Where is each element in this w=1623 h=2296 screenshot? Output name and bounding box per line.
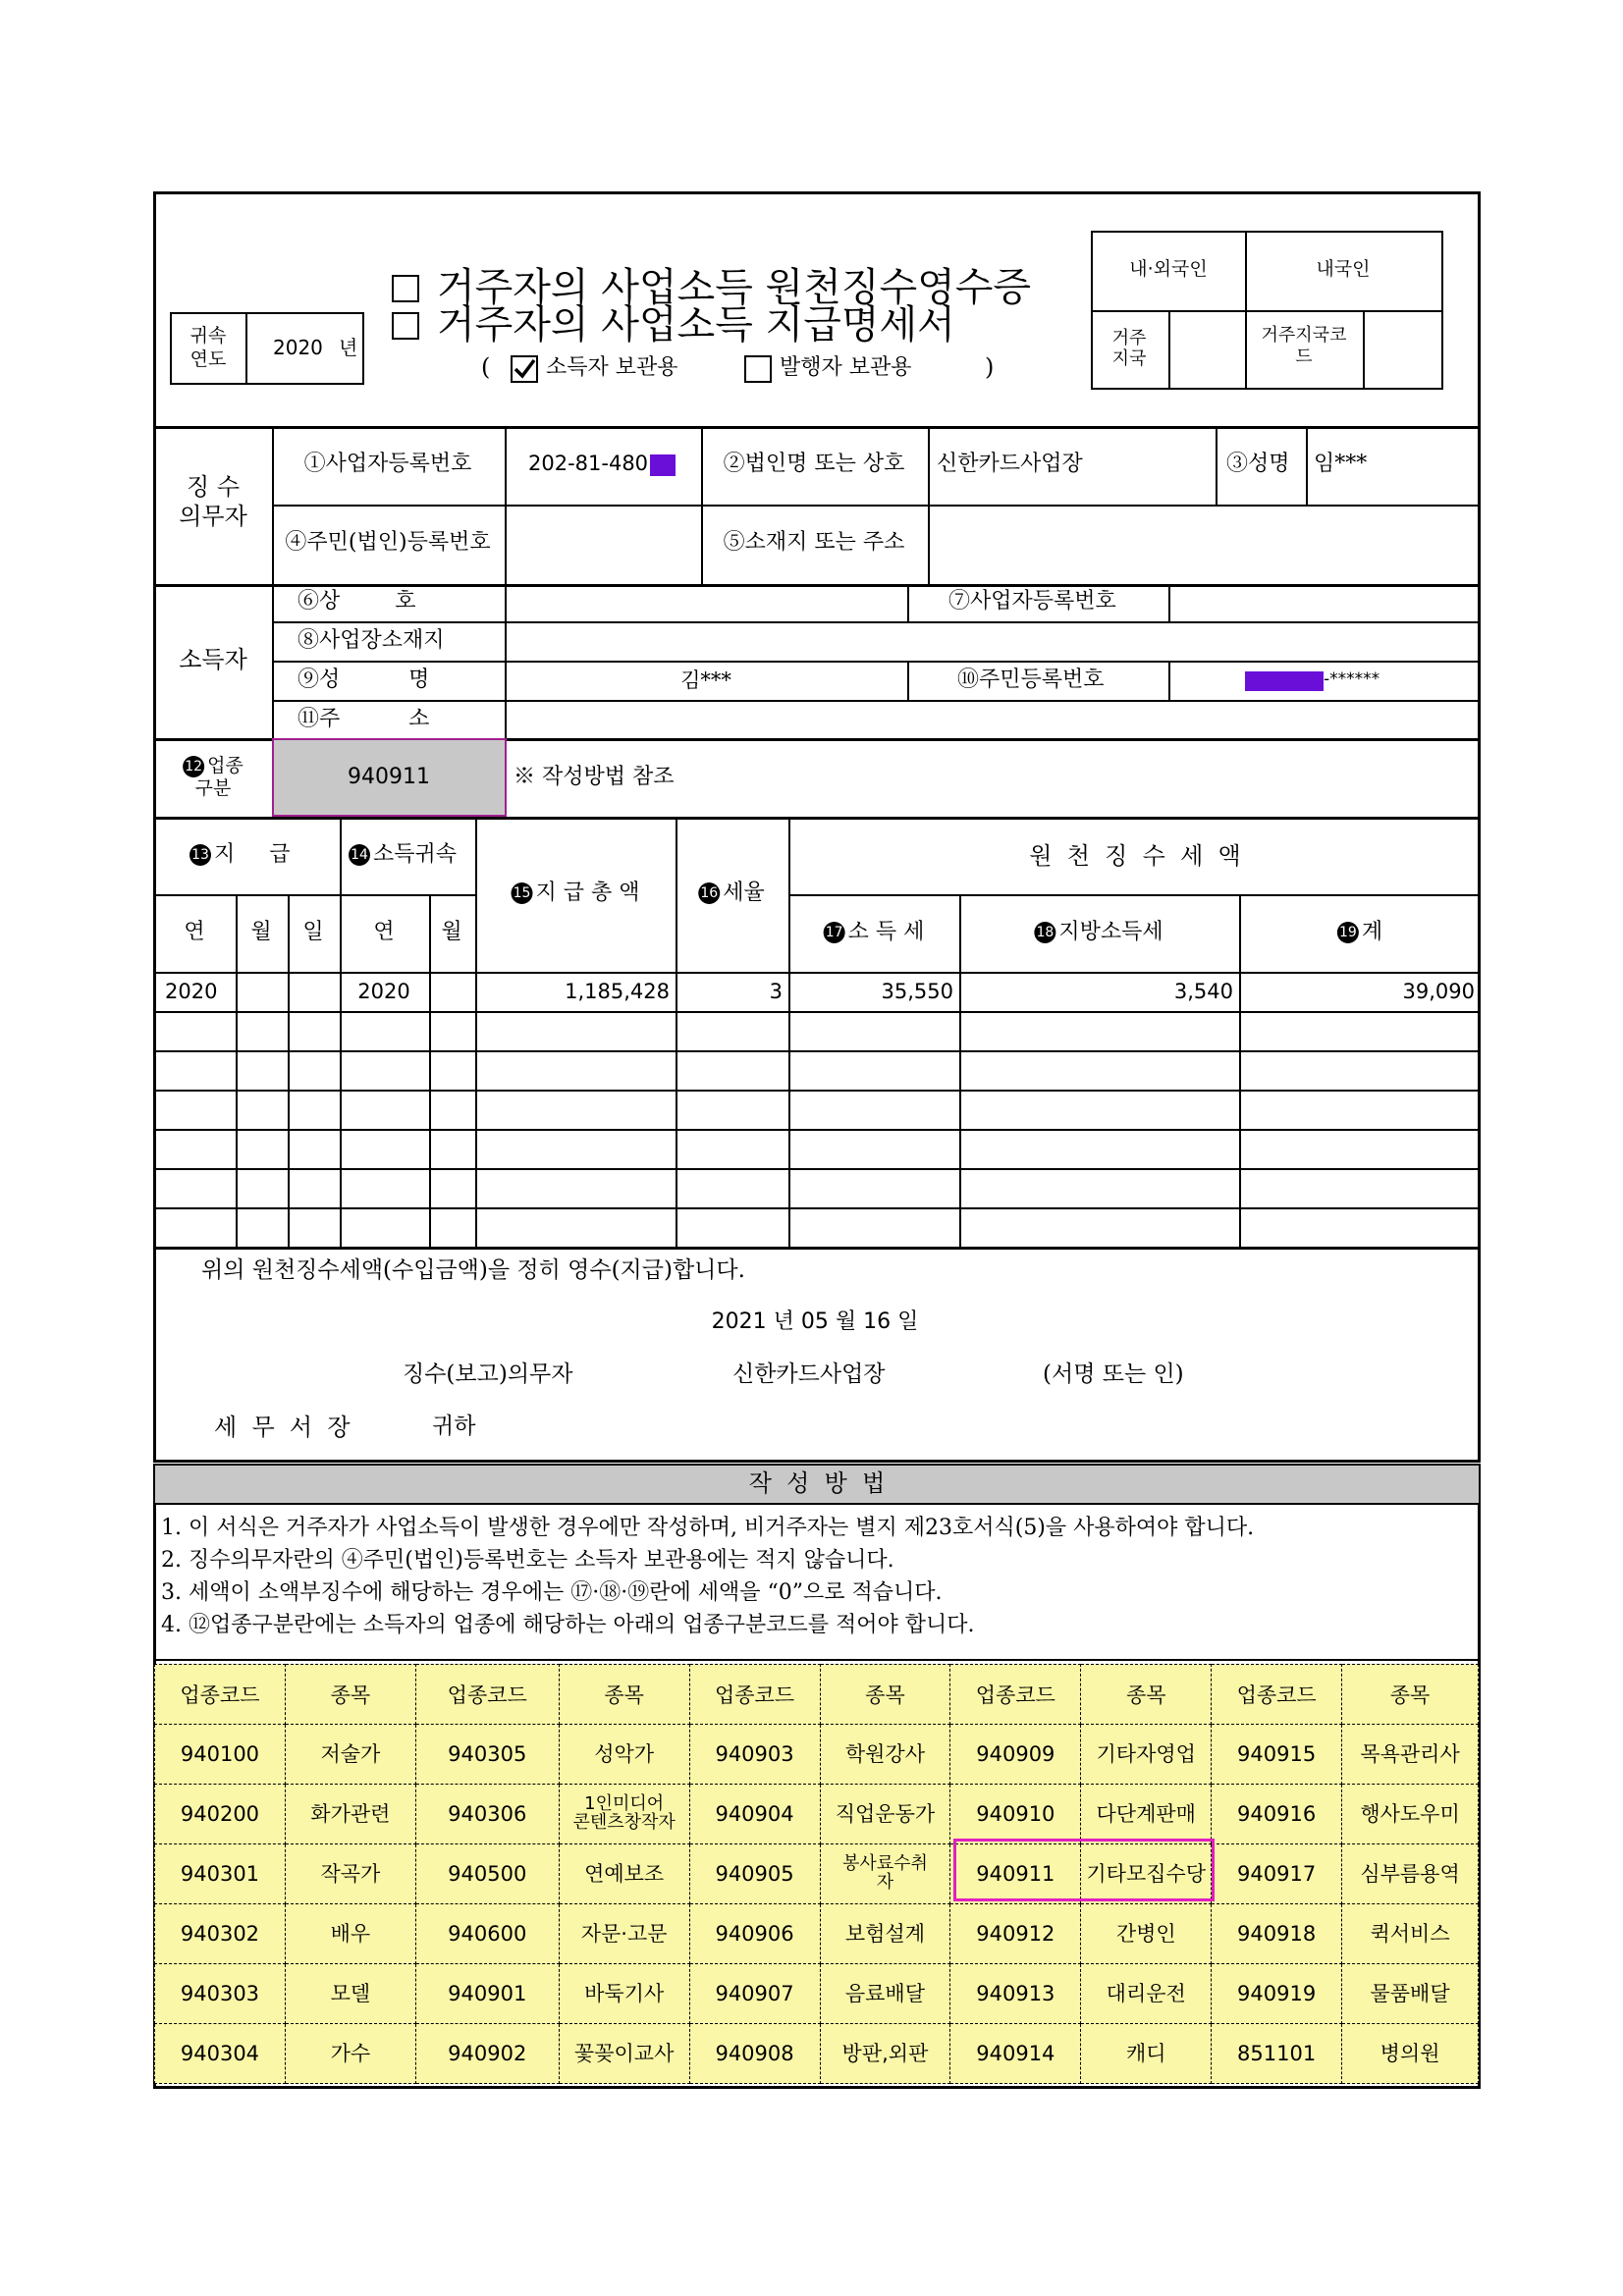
- row-sum: 39,090: [1402, 980, 1475, 1003]
- header-item: 종목: [285, 1665, 415, 1725]
- industry-item: 성악가: [559, 1725, 689, 1785]
- sub-day: 일: [302, 920, 324, 944]
- industry-item: 목욕관리사: [1342, 1725, 1479, 1785]
- code-table-row: [155, 1725, 1479, 1785]
- row-rate: 3: [769, 980, 783, 1003]
- header-code: 업종코드: [689, 1665, 820, 1725]
- code-table-row: [155, 1904, 1479, 1964]
- certification-agent-name: 신한카드사업장: [732, 1362, 886, 1387]
- industry-code: 940303: [155, 1964, 286, 2024]
- year-label-1: 귀속: [189, 325, 227, 347]
- earner-biz-place-label: ⑧사업장소재지: [298, 628, 445, 653]
- certification-statement: 위의 원천징수세액(수입금액)을 정히 영수(지급)합니다.: [201, 1257, 745, 1283]
- header-item: 종목: [1342, 1665, 1479, 1725]
- industry-item: 화가관련: [285, 1785, 415, 1844]
- industry-item: 기타자영업: [1081, 1725, 1212, 1785]
- industry-item: 바둑기사: [559, 1964, 689, 2024]
- code-table-header: [155, 1665, 1479, 1725]
- col-total: 15 지 급 총 액: [512, 882, 640, 904]
- row-year: 2020: [165, 980, 218, 1003]
- industry-code: 940915: [1212, 1725, 1342, 1785]
- header-item: 종목: [559, 1665, 689, 1725]
- circle-number: 16: [698, 882, 720, 904]
- industry-code: 940600: [415, 1904, 559, 1964]
- code-table-row: [155, 1844, 1479, 1904]
- circle-number: 14: [349, 844, 370, 866]
- header-item: 종목: [1081, 1665, 1212, 1725]
- earner-trade-name-label: ⑥상 호: [298, 589, 416, 614]
- row-total: 1,185,428: [565, 980, 670, 1003]
- industry-label-1: 12 업종: [183, 756, 243, 777]
- sub-month2: 월: [441, 920, 462, 944]
- honorific: 귀하: [432, 1414, 476, 1439]
- residence-code-label-1: 거주지국코: [1261, 325, 1347, 346]
- industry-code: 940910: [950, 1785, 1081, 1844]
- industry-item: 심부름용역: [1342, 1844, 1479, 1904]
- instruction-4: 4. ⑫업종구분란에는 소득자의 업종에 해당하는 아래의 업종구분코드를 적어야 합니다.: [161, 1613, 975, 1637]
- header-code: 업종코드: [415, 1665, 559, 1725]
- industry-item: 1인미디어 콘텐츠창작자: [559, 1785, 689, 1844]
- industry-item: 작곡가: [285, 1844, 415, 1904]
- certification-sign-label: (서명 또는 인): [1043, 1362, 1184, 1387]
- industry-code: 940500: [415, 1844, 559, 1904]
- industry-code: 940908: [689, 2024, 820, 2084]
- col-local-tax: 18 지방소득세: [1034, 922, 1163, 943]
- nationality-label: 내·외국인: [1129, 258, 1208, 280]
- payer-corp-name-label: ②법인명 또는 상호: [723, 452, 905, 476]
- industry-item: 연예보조: [559, 1844, 689, 1904]
- industry-item: 가수: [285, 2024, 415, 2084]
- industry-code: 940914: [950, 2024, 1081, 2084]
- payer-address-label: ⑤소재지 또는 주소: [723, 530, 905, 555]
- industry-item: 다단계판매: [1081, 1785, 1212, 1844]
- issuer-copy-label: 발행자 보관용: [780, 355, 912, 380]
- circle-number: 18: [1034, 922, 1055, 943]
- circle-number: 13: [189, 844, 211, 866]
- residence-label-1: 거주: [1111, 328, 1147, 348]
- industry-item: 물품배달: [1342, 1964, 1479, 2024]
- code-table-row: [155, 1964, 1479, 2024]
- industry-item: 행사도우미: [1342, 1785, 1479, 1844]
- certification-agent-label: 징수(보고)의무자: [403, 1362, 573, 1387]
- col-income-tax: 17 소 득 세: [824, 922, 925, 943]
- title1-checkbox[interactable]: [392, 275, 419, 302]
- earner-name-value: 김***: [680, 668, 731, 692]
- industry-code: 940907: [689, 1964, 820, 2024]
- industry-code: 940306: [415, 1785, 559, 1844]
- industry-item: 방판,외판: [820, 2024, 950, 2084]
- industry-label-2: 구분: [194, 777, 232, 799]
- industry-code: 940903: [689, 1725, 820, 1785]
- recipient-copy-checkbox[interactable]: [511, 355, 538, 383]
- sub-year: 연: [184, 920, 205, 944]
- payer-corp-name-value: 신한카드사업장: [937, 452, 1083, 476]
- industry-code: 851101: [1212, 2024, 1342, 2084]
- payer-section-label-2: 의무자: [179, 503, 247, 530]
- industry-code: 940901: [415, 1964, 559, 2024]
- industry-code: 940302: [155, 1904, 286, 1964]
- form-title-2: 거주자의 사업소득 지급명세서: [437, 302, 955, 347]
- redaction-block: [650, 454, 676, 476]
- year-label-2: 연도: [189, 348, 227, 370]
- industry-item: 배우: [285, 1904, 415, 1964]
- industry-code: 940304: [155, 2024, 286, 2084]
- earner-biz-no-label: ⑦사업자등록번호: [948, 589, 1116, 614]
- instruction-2: 2. 징수의무자란의 ④주민(법인)등록번호는 소득자 보관용에는 적지 않습니다.: [161, 1548, 894, 1573]
- row-income-tax: 35,550: [881, 980, 953, 1003]
- nationality-value: 내국인: [1316, 258, 1371, 280]
- industry-code: 940100: [155, 1725, 286, 1785]
- year-unit: 년: [339, 336, 358, 359]
- industry-code: 940909: [950, 1725, 1081, 1785]
- earner-address-label: ⑪주 소: [298, 707, 430, 731]
- issuer-copy-checkbox[interactable]: [744, 355, 772, 383]
- instruction-1: 1. 이 서식은 거주자가 사업소득이 발생한 경우에만 작성하며, 비거주자는 별지 제23호서식(5)을 사용하여야 합니다.: [161, 1516, 1255, 1540]
- earner-section-label: 소득자: [179, 646, 247, 673]
- industry-item: 모델: [285, 1964, 415, 2024]
- payer-biz-no-value: 202-81-480: [528, 452, 649, 475]
- industry-code: 940917: [1212, 1844, 1342, 1904]
- residence-code-label-2: 드: [1295, 347, 1313, 367]
- industry-item: 봉사료수취 자: [820, 1844, 950, 1904]
- industry-code: 940301: [155, 1844, 286, 1904]
- industry-item: 캐디: [1081, 2024, 1212, 2084]
- industry-code: 940918: [1212, 1904, 1342, 1964]
- industry-code-table: [154, 1664, 1479, 2084]
- payer-name-value: 임***: [1314, 452, 1368, 476]
- sub-year2: 연: [373, 920, 395, 944]
- industry-item: 꽃꽂이교사: [559, 2024, 689, 2084]
- circle-number: 12: [183, 756, 204, 777]
- industry-code-value: 940911: [348, 765, 430, 789]
- industry-item: 음료배달: [820, 1964, 950, 2024]
- industry-item: 학원강사: [820, 1725, 950, 1785]
- instructions-title: 작 성 방 법: [748, 1469, 886, 1497]
- industry-item: 병의원: [1342, 2024, 1479, 2084]
- payer-biz-no-label: ①사업자등록번호: [303, 452, 472, 476]
- col-sum: 19 계: [1337, 922, 1382, 943]
- industry-code: 940305: [415, 1725, 559, 1785]
- industry-code: 940912: [950, 1904, 1081, 1964]
- industry-item: 직업운동가: [820, 1785, 950, 1844]
- header-code: 업종코드: [950, 1665, 1081, 1725]
- industry-item: 퀵서비스: [1342, 1904, 1479, 1964]
- payer-section-label-1: 징 수: [187, 473, 240, 501]
- circle-number: 19: [1337, 922, 1359, 943]
- check-icon: [513, 357, 536, 381]
- copy-close-paren: ): [985, 353, 995, 381]
- header-item: 종목: [820, 1665, 950, 1725]
- industry-code: 940906: [689, 1904, 820, 1964]
- title2-checkbox[interactable]: [392, 312, 419, 340]
- col-rate: 16 세율: [698, 882, 765, 904]
- industry-code: 940911: [950, 1844, 1081, 1904]
- industry-code: 940904: [689, 1785, 820, 1844]
- copy-open-paren: (: [481, 353, 491, 381]
- recipient-copy-label: 소득자 보관용: [546, 355, 678, 380]
- industry-item: 보험설계: [820, 1904, 950, 1964]
- year-value: 2020: [273, 336, 323, 359]
- payer-resident-no-label: ④주민(법인)등록번호: [285, 530, 491, 555]
- industry-note: ※ 작성방법 참조: [514, 765, 675, 789]
- circle-number: 17: [824, 922, 845, 943]
- payer-name-label: ③성명: [1226, 452, 1290, 476]
- industry-code: 940905: [689, 1844, 820, 1904]
- industry-item: 기타모집수당: [1081, 1844, 1212, 1904]
- industry-item: 대리운전: [1081, 1964, 1212, 2024]
- industry-code: 940200: [155, 1785, 286, 1844]
- col-withholding: 원 천 징 수 세 액: [1029, 842, 1241, 870]
- sub-month: 월: [250, 920, 272, 944]
- selected-code-highlight: [953, 1839, 1215, 1901]
- industry-item: 자문·고문: [559, 1904, 689, 1964]
- form-title-1: 거주자의 사업소득 원천징수영수증: [437, 265, 1032, 310]
- earner-name-label: ⑨성 명: [298, 667, 430, 692]
- col-pay: 13 지 급: [189, 844, 290, 866]
- earner-resident-no-label: ⑩주민등록번호: [957, 667, 1105, 692]
- row-attr-year: 2020: [357, 980, 410, 1003]
- instruction-3: 3. 세액이 소액부징수에 해당하는 경우에는 ⑰·⑱·⑲란에 세액을 “0”으로 적습니다.: [161, 1580, 943, 1605]
- row-local-tax: 3,540: [1173, 980, 1233, 1003]
- residence-label-2: 지국: [1111, 348, 1147, 369]
- code-table-row: [155, 1785, 1479, 1844]
- header-code: 업종코드: [155, 1665, 286, 1725]
- code-table-row: [155, 2024, 1479, 2084]
- industry-code: 940916: [1212, 1785, 1342, 1844]
- industry-item: 저술가: [285, 1725, 415, 1785]
- certification-date: 2021 년 05 월 16 일: [711, 1309, 919, 1334]
- industry-code: 940902: [415, 2024, 559, 2084]
- tax-office: 세 무 서 장: [214, 1414, 351, 1441]
- earner-resident-no-value: -******: [1324, 669, 1380, 689]
- industry-item: 간병인: [1081, 1904, 1212, 1964]
- col-attr: 14 소득귀속: [349, 844, 457, 866]
- industry-code: 940919: [1212, 1964, 1342, 2024]
- redaction-block: [1245, 671, 1324, 691]
- circle-number: 15: [512, 882, 533, 904]
- industry-code: 940913: [950, 1964, 1081, 2024]
- header-code: 업종코드: [1212, 1665, 1342, 1725]
